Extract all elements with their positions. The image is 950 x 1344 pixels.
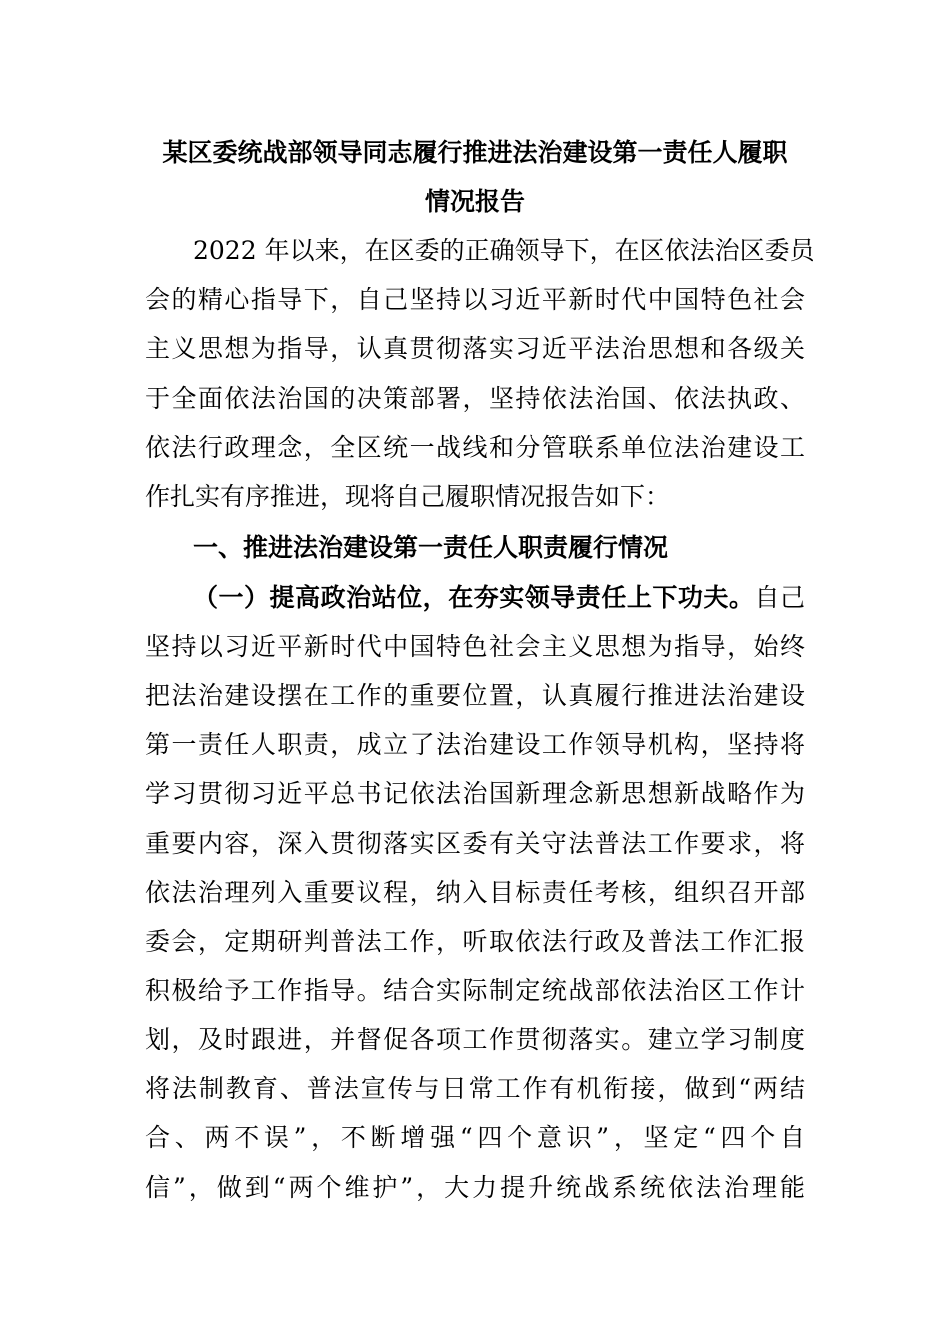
intro-line-2: 会的精心指导下，自己坚持以习近平新时代中国特色社会 <box>145 285 805 314</box>
subsection-1-line-9: 积极给予工作指导。结合实际制定统战部依法治区工作计 <box>145 976 805 1005</box>
subsection-1-line-12: 合、两不误”，不断增强“四个意识”，坚定“四个自 <box>145 1123 805 1152</box>
subsection-1-line-2: 坚持以习近平新时代中国特色社会主义思想为指导，始终 <box>145 632 805 661</box>
intro-line-6: 作扎实有序推进，现将自己履职情况报告如下： <box>145 482 671 511</box>
subsection-1-line-11: 将法制教育、普法宣传与日常工作有机衔接，做到“两结 <box>145 1074 805 1103</box>
intro-line-4: 于全面依法治国的决策部署，坚持依法治国、依法执政、 <box>145 384 805 413</box>
intro-line-5: 依法行政理念，全区统一战线和分管联系单位法治建设工 <box>145 433 805 462</box>
subsection-1-line-3: 把法治建设摆在工作的重要位置，认真履行推进法治建设 <box>145 681 805 710</box>
subsection-1-line-5: 学习贯彻习近平总书记依法治国新理念新思想新战略作为 <box>145 779 805 808</box>
subsection-1-line-7: 依法治理列入重要议程，纳入目标责任考核，组织召开部 <box>145 878 805 907</box>
subsection-1-title: （一）提高政治站位，在夯实领导责任上下功夫。 <box>193 583 755 612</box>
intro-line-3: 主义思想为指导，认真贯彻落实习近平法治思想和各级关 <box>145 334 805 363</box>
subsection-1-line-10: 划，及时跟进，并督促各项工作贯彻落实。建立学习制度 <box>145 1025 805 1054</box>
subsection-1-line-8: 委会，定期研判普法工作，听取依法行政及普法工作汇报 <box>145 927 805 956</box>
subsection-1-line-13: 信”，做到“两个维护”，大力提升统战系统依法治理能 <box>145 1173 805 1202</box>
subsection-1-line-1 <box>193 582 805 614</box>
subsection-1-line-6: 重要内容，深入贯彻落实区委有关守法普法工作要求，将 <box>145 829 805 858</box>
document-title-line-1: 某区委统战部领导同志履行推进法治建设第一责任人履职 <box>162 138 788 167</box>
subsection-1-line-4: 第一责任人职责，成立了法治建设工作领导机构，坚持将 <box>145 730 805 759</box>
document-title-line-2: 情况报告 <box>424 187 525 216</box>
intro-line-1: 2022 年以来，在区委的正确领导下，在区依法治区委员 <box>193 236 815 265</box>
subsection-1-first-text: 自己 <box>754 583 805 612</box>
section-1-heading: 一、推进法治建设第一责任人职责履行情况 <box>193 533 669 562</box>
